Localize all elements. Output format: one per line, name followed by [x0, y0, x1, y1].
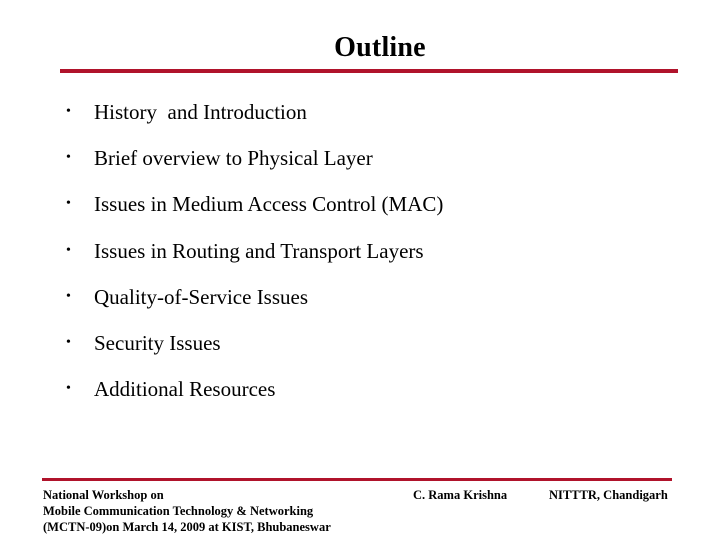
footer-author: C. Rama Krishna: [413, 488, 508, 502]
title-divider: [60, 69, 678, 73]
footer-workshop-line: Mobile Communication Technology & Networking: [43, 504, 314, 518]
footer-workshop-line: (MCTN-09)on March 14, 2009 at KIST, Bhubaneswar: [43, 520, 331, 534]
slide-title: Outline: [334, 32, 426, 63]
bullet-text: History and Introduction: [94, 100, 307, 124]
bullet-icon: •: [66, 196, 71, 212]
bullet-text: Security Issues: [94, 330, 221, 355]
footer-divider: [42, 478, 672, 481]
footer-workshop-line: National Workshop on: [43, 488, 164, 502]
bullet-icon: •: [66, 242, 71, 258]
bullet-icon: •: [66, 104, 71, 119]
bullet-text: Issues in Medium Access Control (MAC): [94, 192, 444, 217]
bullet-text: Quality-of-Service Issues: [94, 284, 309, 309]
bullet-icon: •: [66, 334, 71, 350]
bullet-text: Additional Resources: [94, 377, 276, 402]
bullet-icon: •: [66, 381, 71, 397]
bullet-icon: •: [66, 288, 71, 304]
list-item: [66, 96, 307, 142]
list-item: [66, 327, 221, 373]
list-item: [66, 373, 276, 419]
bullet-icon: •: [66, 150, 71, 166]
outline-list: [66, 96, 444, 419]
bullet-text: Issues in Routing and Transport Layers: [94, 238, 424, 263]
footer-institute: NITTTR, Chandigarh: [549, 488, 668, 502]
list-item: [66, 142, 373, 188]
list-item: [66, 281, 309, 327]
list-item: [66, 188, 444, 234]
list-item: [66, 235, 424, 281]
footer-workshop-info: [43, 487, 331, 535]
bullet-text: Brief overview to Physical Layer: [94, 146, 373, 171]
